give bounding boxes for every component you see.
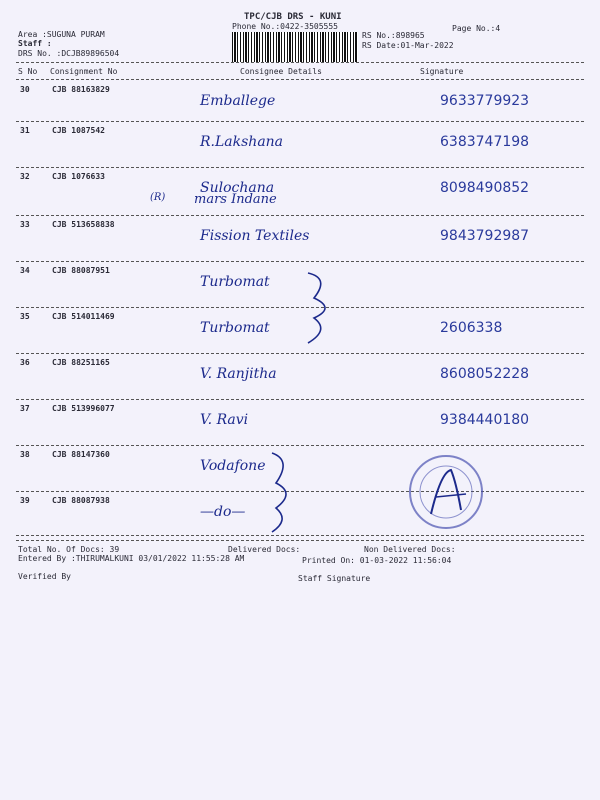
row-phone-number: 9384440180 — [440, 412, 530, 428]
barcode — [232, 32, 358, 62]
row-sno: 38 — [20, 450, 30, 459]
area-label: Area :SUGUNA PURAM — [18, 30, 105, 39]
page-number: Page No.:4 — [452, 24, 501, 33]
row-sno: 35 — [20, 312, 30, 321]
rs-date: RS Date:01-Mar-2022 — [362, 41, 454, 50]
row-consignment-no: CJB 88251165 — [52, 358, 110, 367]
row-consignee-name: Turbomat — [200, 320, 270, 336]
row-phone-number: 6383747198 — [440, 134, 530, 150]
row-consignee-name: Emballege — [200, 93, 276, 109]
row-consignee-name: Turbomat — [200, 274, 270, 290]
row-consignment-no: CJB 1076633 — [52, 172, 105, 181]
delivered-docs: Delivered Docs: — [228, 545, 301, 554]
row-consignment-no: CJB 88087938 — [52, 496, 110, 505]
phone-number: Phone No.:0422-3505555 — [232, 22, 338, 31]
row-consignee-name: Sulochana — [200, 180, 275, 196]
entered-by: Entered By :THIRUMALKUNI 03/01/2022 11:55:28 AM — [18, 554, 245, 563]
row-consignee-name: V. Ravi — [200, 412, 249, 428]
row-sno: 30 — [20, 85, 30, 94]
row-consignment-no: CJB 513658838 — [52, 220, 115, 229]
row-consignee-name: Vodafone — [200, 458, 266, 474]
row-divider — [16, 399, 584, 400]
row-consignee-name: —do— — [200, 504, 246, 520]
row-divider — [16, 261, 584, 262]
row-consignee-name: Fission Textiles — [200, 228, 310, 244]
row-consignee-name: R.Lakshana — [200, 134, 284, 150]
row-consignment-no: CJB 514011469 — [52, 312, 115, 321]
footer-divider — [16, 540, 584, 541]
row-sno: 32 — [20, 172, 30, 181]
row-sno: 33 — [20, 220, 30, 229]
staff-label: Staff : — [18, 39, 52, 48]
row-sno: 36 — [20, 358, 30, 367]
drs-number: DRS No. :DCJB89896504 — [18, 49, 120, 58]
row-sno: 37 — [20, 404, 30, 413]
column-sno: S No — [18, 67, 38, 76]
row-phone-number: 8608052228 — [440, 366, 530, 382]
row-divider — [16, 445, 584, 446]
row-phone-number: 8098490852 — [440, 180, 530, 196]
row-consignment-no: CJB 513996077 — [52, 404, 115, 413]
row-sno: 34 — [20, 266, 30, 275]
row-phone-number: 2606338 — [440, 320, 503, 336]
row-consignment-no: CJB 88163829 — [52, 85, 110, 94]
row-divider — [16, 215, 584, 216]
column-signature: Signature — [420, 67, 464, 76]
brace-mark — [300, 268, 340, 348]
row-prefix: (R) — [150, 192, 166, 203]
column-divider — [16, 79, 584, 80]
column-consignee: Consignee Details — [240, 67, 322, 76]
document-title: TPC/CJB DRS - KUNI — [244, 12, 342, 22]
row-consignment-no: CJB 1087542 — [52, 126, 105, 135]
row-sno: 31 — [20, 126, 30, 135]
total-docs: Total No. Of Docs: 39 — [18, 545, 120, 554]
printed-on: Printed On: 01-03-2022 11:56:04 — [302, 556, 452, 565]
brace-mark — [262, 448, 302, 538]
row-consignment-no: CJB 88087951 — [52, 266, 110, 275]
row-phone-number: 9843792987 — [440, 228, 530, 244]
staff-signature: Staff Signature — [298, 574, 371, 583]
non-delivered-docs: Non Delivered Docs: — [364, 545, 456, 554]
row-divider — [16, 353, 584, 354]
column-consignment: Consignment No — [50, 67, 118, 76]
row-divider — [16, 167, 584, 168]
row-consignee-name-2: mars Indane — [194, 192, 277, 207]
company-stamp — [406, 452, 486, 532]
row-consignment-no: CJB 88147360 — [52, 450, 110, 459]
row-sno: 39 — [20, 496, 30, 505]
row-divider — [16, 121, 584, 122]
verified-by: Verified By — [18, 572, 71, 581]
row-phone-number: 9633779923 — [440, 93, 530, 109]
rs-number: RS No.:898965 — [362, 31, 425, 40]
header-divider — [16, 62, 584, 63]
row-consignee-name: V. Ranjitha — [200, 366, 277, 382]
